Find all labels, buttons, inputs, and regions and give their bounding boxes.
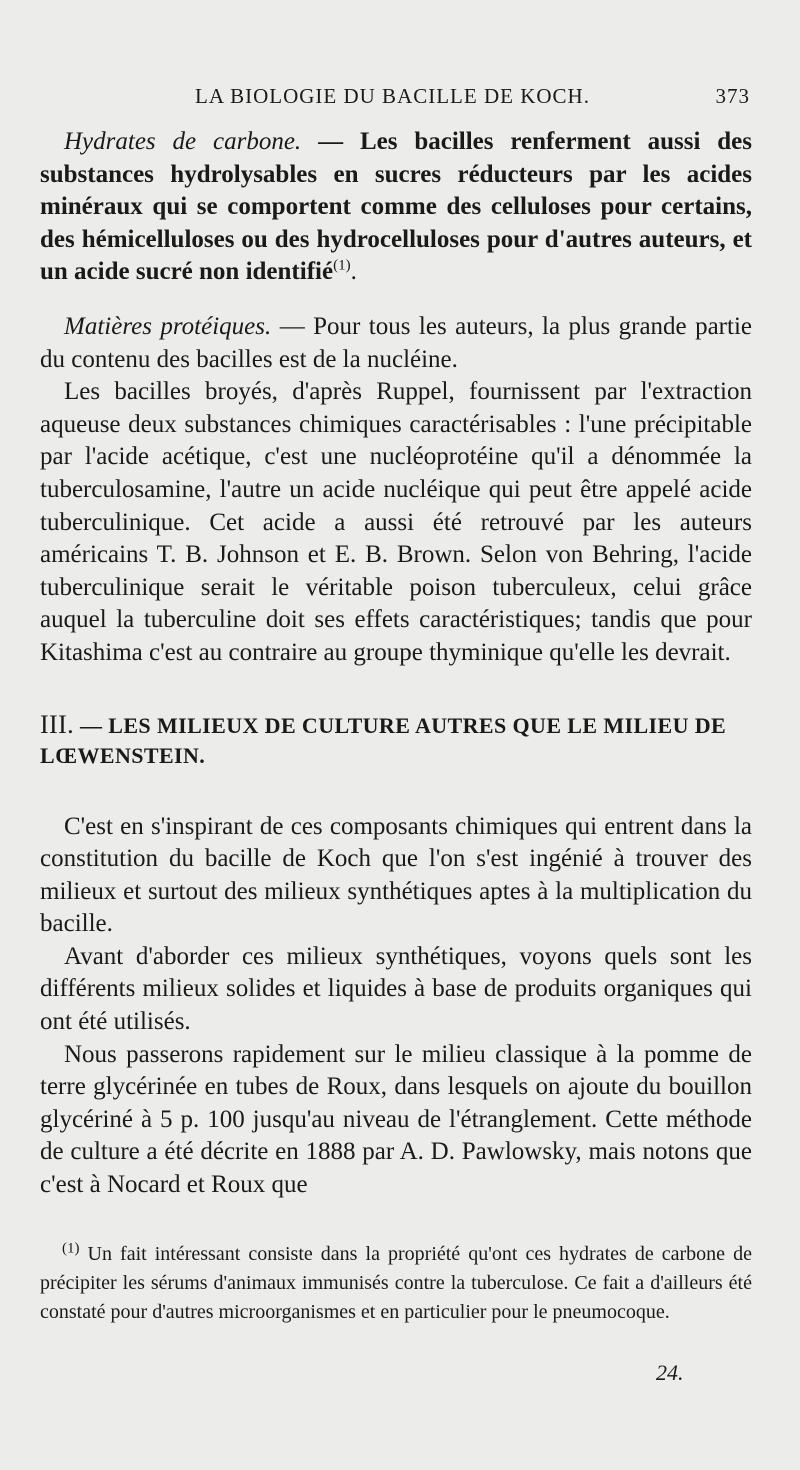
paragraph-hydrates-text: — Les bacilles renferment aussi des substances hydrolysables en sucres réducteurs par les acides minéraux qui se comportent comme des celluloses pour certains, des hémicelluloses ou des hydrocelluloses pour d'autres auteurs, et un acide sucré non identifié <box>40 128 752 286</box>
running-title: LA BIOLOGIE DU BACILLE DE KOCH. <box>195 84 590 108</box>
footnotes <box>40 1240 752 1327</box>
main-text <box>40 126 752 1202</box>
signature-mark: 24. <box>656 1360 684 1385</box>
paragraph-hydrates <box>40 126 752 289</box>
run-in-heading-matieres: Matières protéiques. <box>64 312 272 340</box>
running-head <box>40 84 750 118</box>
paragraph-composants: C'est en s'inspirant de ces composants chimiques qui entrent dans la constitution du bacille de Koch que l'on s'est ingénié à trouver des milieux et surtout des milieux synthétiques aptes à la multiplication du bacille. <box>40 812 752 938</box>
paragraph-ruppel: Les bacilles broyés, d'après Ruppel, fournissent par l'extraction aqueuse deux substances chimiques caractérisables : l'une précipitable par l'acide acétique, c'est une nucléoprotéine qu'il a dénommée la tuberculosamine, l'autre un acide nucléique qui peut être appelé acide tuberculinique. Cet acide a aussi été retrouvé par les auteurs américains T. B. Johnson et E. B. Brown. Selon von Behring, l'acide tuberculinique serait le véritable poison tuberculeux, celui grâce auquel la tuberculine doit ses effets caractéristiques; tandis que pour Kitashima c'est au contraire au groupe thyminique qu'elle les devrait. <box>40 378 752 666</box>
paragraph-hydrates-end: . <box>350 258 357 286</box>
paragraph-avant: Avant d'aborder ces milieux synthétiques, voyons quels sont les différents milieux solides et liquides à base de produits organiques qui ont été utilisés. <box>40 942 752 1036</box>
paragraph-pomme-de-terre: Nous passerons rapidement sur le milieu classique à la pomme de terre glycérinée en tubes de Roux, dans lesquels on ajoute du bouillon glycériné à 5 p. 100 jusqu'au niveau de l'étranglement. Cette méthode de culture a été décrite en 1888 par A. D. Pawlowsky, mais notons que c'est à Nocard et Roux que <box>40 1040 752 1199</box>
page-number: 373 <box>715 84 750 108</box>
footnote-marker: (1) <box>62 1240 80 1257</box>
section-numeral: III. <box>40 709 75 739</box>
footnote <box>40 1240 752 1327</box>
paragraph-matieres-text: — Pour tous les auteurs, la plus grande partie du contenu des bacilles est de la nucléine. <box>40 312 752 373</box>
footnote-reference: (1) <box>333 258 351 275</box>
section-heading <box>40 710 752 771</box>
run-in-heading-hydrates: Hydrates de carbone. <box>64 128 302 155</box>
paragraph-matieres <box>40 311 752 376</box>
section-title: — LES MILIEUX DE CULTURE AUTRES QUE LE MILIEU DE LŒWENSTEIN. <box>40 712 727 768</box>
footnote-text: Un fait intéressant consiste dans la propriété qu'ont ces hydrates de carbone de précipiter les sérums d'animaux immunisés contre la tuberculose. Ce fait a d'ailleurs été constaté pour d'autres microorganismes et en particulier pour le pneumocoque. <box>40 1243 752 1323</box>
